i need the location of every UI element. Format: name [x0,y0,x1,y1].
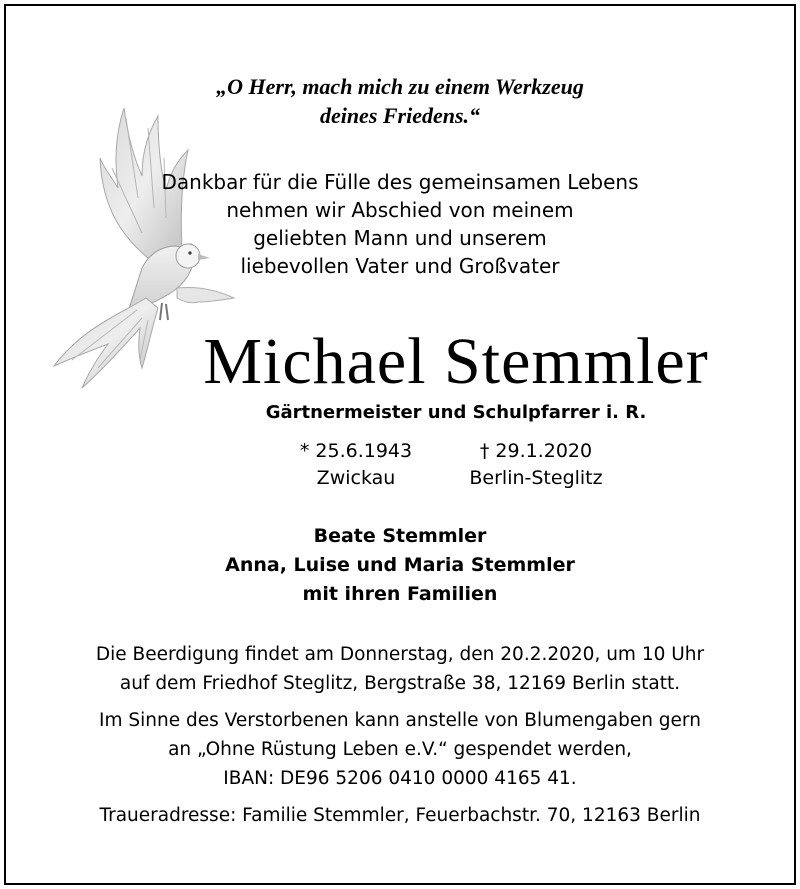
quote [6,72,794,130]
mourners [6,522,794,609]
donation-iban: IBAN: DE96 5206 0410 0000 4165 41. [223,768,577,789]
birth-info [266,438,446,492]
intro-line: liebevollen Vater und Großvater [240,254,560,278]
death-date: † 29.1.2020 [479,440,593,462]
funeral-info [6,640,794,698]
death-info [436,438,636,492]
donation-info [6,706,794,793]
quote-line: „O Herr, mach mich zu einem Werkzeug [216,74,584,99]
deceased-profession: Gärtnermeister und Schulpfarrer i. R. [265,402,647,423]
mourner-line: Anna, Luise und Maria Stemmler [225,554,575,576]
quote-line: deines Friedens.“ [319,103,481,128]
birth-place: Zwickau [316,467,396,489]
funeral-line: auf dem Friedhof Steglitz, Bergstraße 38, 12169 Berlin statt. [119,673,681,694]
intro-text [6,168,794,280]
intro-line: nehmen wir Abschied von meinem [226,198,574,222]
deceased-name: Michael Stemmler [203,325,709,398]
donation-line: an „Ohne Rüstung Leben e.V.“ gespendet werden, [168,739,632,760]
birth-date: * 25.6.1943 [299,440,413,462]
donation-line: Im Sinne des Verstorbenen kann anstelle von Blumengaben gern [99,710,701,731]
mourner-line: mit ihren Familien [302,583,498,605]
intro-line: geliebten Mann und unserem [253,226,547,250]
obituary-notice [4,4,796,885]
mourner-line: Beate Stemmler [313,525,487,547]
death-place: Berlin-Steglitz [469,467,603,489]
mourning-address: Traueradresse: Familie Stemmler, Feuerbachstr. 70, 12163 Berlin [99,805,701,826]
intro-line: Dankbar für die Fülle des gemeinsamen Lebens [161,170,639,194]
funeral-line: Die Beerdigung findet am Donnerstag, den 20.2.2020, um 10 Uhr [95,644,705,665]
